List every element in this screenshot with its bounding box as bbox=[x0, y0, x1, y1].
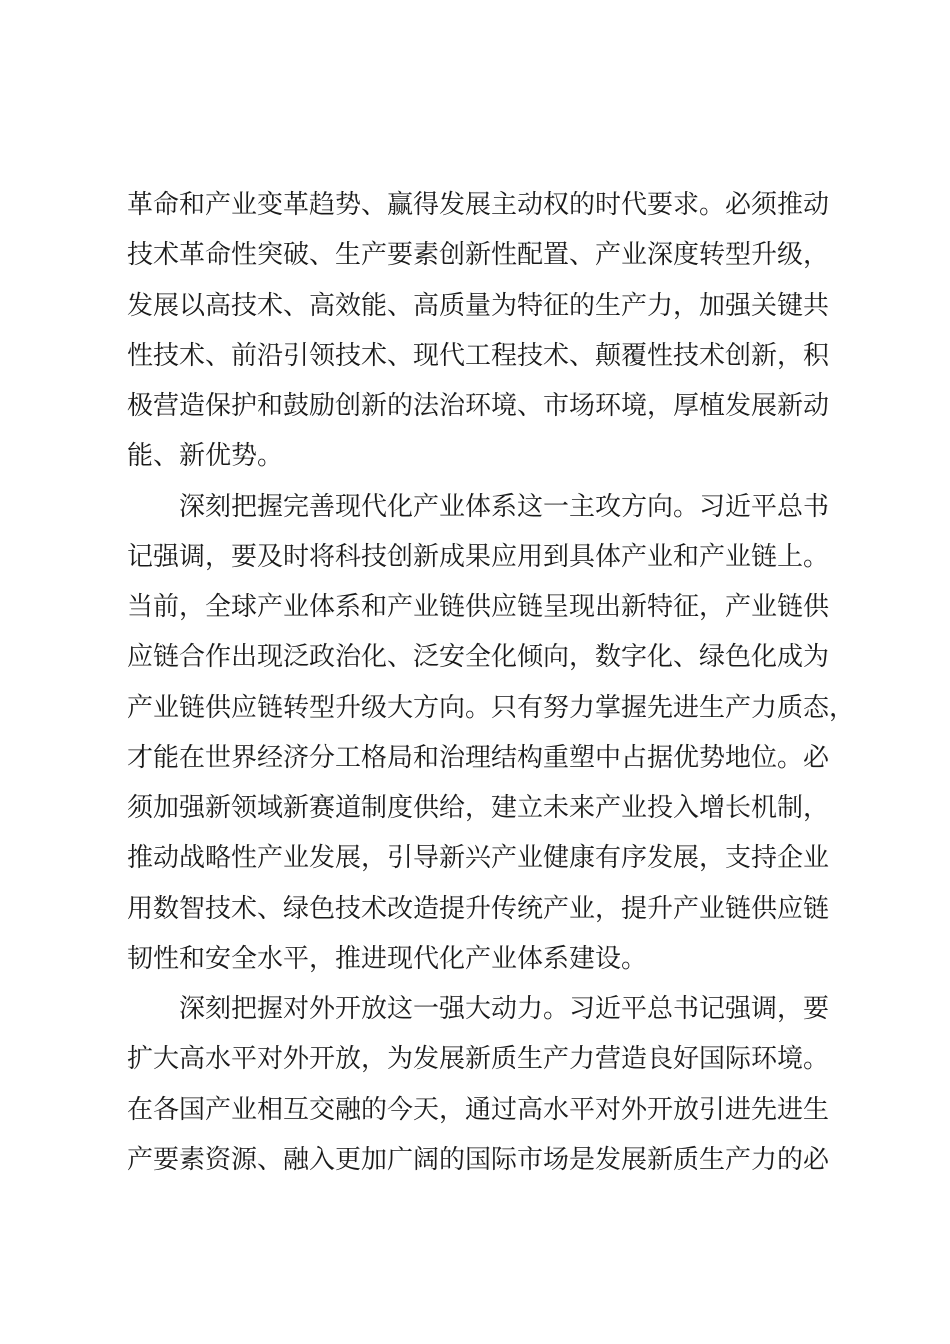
paragraph-3 bbox=[127, 984, 832, 1185]
text-line: 极营造保护和鼓励创新的法治环境、市场环境，厚植发展新动 bbox=[127, 391, 830, 421]
text-line: 才能在世界经济分工格局和治理结构重塑中占据优势地位。必 bbox=[127, 742, 830, 773]
text-line: 须加强新领域新赛道制度供给，建立未来产业投入增长机制， bbox=[127, 793, 830, 823]
paragraph-2 bbox=[127, 482, 856, 985]
text-line: 扩大高水平对外开放，为发展新质生产力营造良好国际环境。 bbox=[127, 1044, 830, 1075]
text-line: 韧性和安全水平，推进现代化产业体系建设。 bbox=[127, 943, 648, 974]
text-line: 在各国产业相互交融的今天，通过高水平对外开放引进先进生 bbox=[127, 1094, 830, 1125]
paragraph-1 bbox=[127, 180, 832, 482]
text-line: 产业链供应链转型升级大方向。只有努力掌握先进生产力质态， bbox=[127, 692, 856, 723]
text-line: 用数智技术、绿色技术改造提升传统产业，提升产业链供应链 bbox=[127, 893, 830, 924]
text-line: 性技术、前沿引领技术、现代工程技术、颠覆性技术创新，积 bbox=[127, 340, 830, 371]
text-line: 应链合作出现泛政治化、泛安全化倾向，数字化、绿色化成为 bbox=[127, 642, 830, 673]
text-line: 技术革命性突破、生产要素创新性配置、产业深度转型升级， bbox=[127, 240, 830, 271]
body-text bbox=[127, 180, 856, 1185]
text-line: 深刻把握对外开放这一强大动力。习近平总书记强调，要 bbox=[179, 994, 830, 1024]
text-line: 记强调，要及时将科技创新成果应用到具体产业和产业链上。 bbox=[127, 541, 830, 572]
text-line: 推动战略性产业发展，引导新兴产业健康有序发展，支持企业 bbox=[127, 843, 830, 874]
text-line: 产要素资源、融入更加广阔的国际市场是发展新质生产力的必 bbox=[127, 1144, 830, 1175]
text-line: 能、新优势。 bbox=[127, 441, 284, 472]
text-line: 发展以高技术、高效能、高质量为特征的生产力，加强关键共 bbox=[127, 290, 830, 321]
text-line: 当前，全球产业体系和产业链供应链呈现出新特征，产业链供 bbox=[127, 592, 830, 622]
text-line: 深刻把握完善现代化产业体系这一主攻方向。习近平总书 bbox=[179, 491, 830, 522]
text-line: 革命和产业变革趋势、赢得发展主动权的时代要求。必须推动 bbox=[127, 190, 830, 220]
